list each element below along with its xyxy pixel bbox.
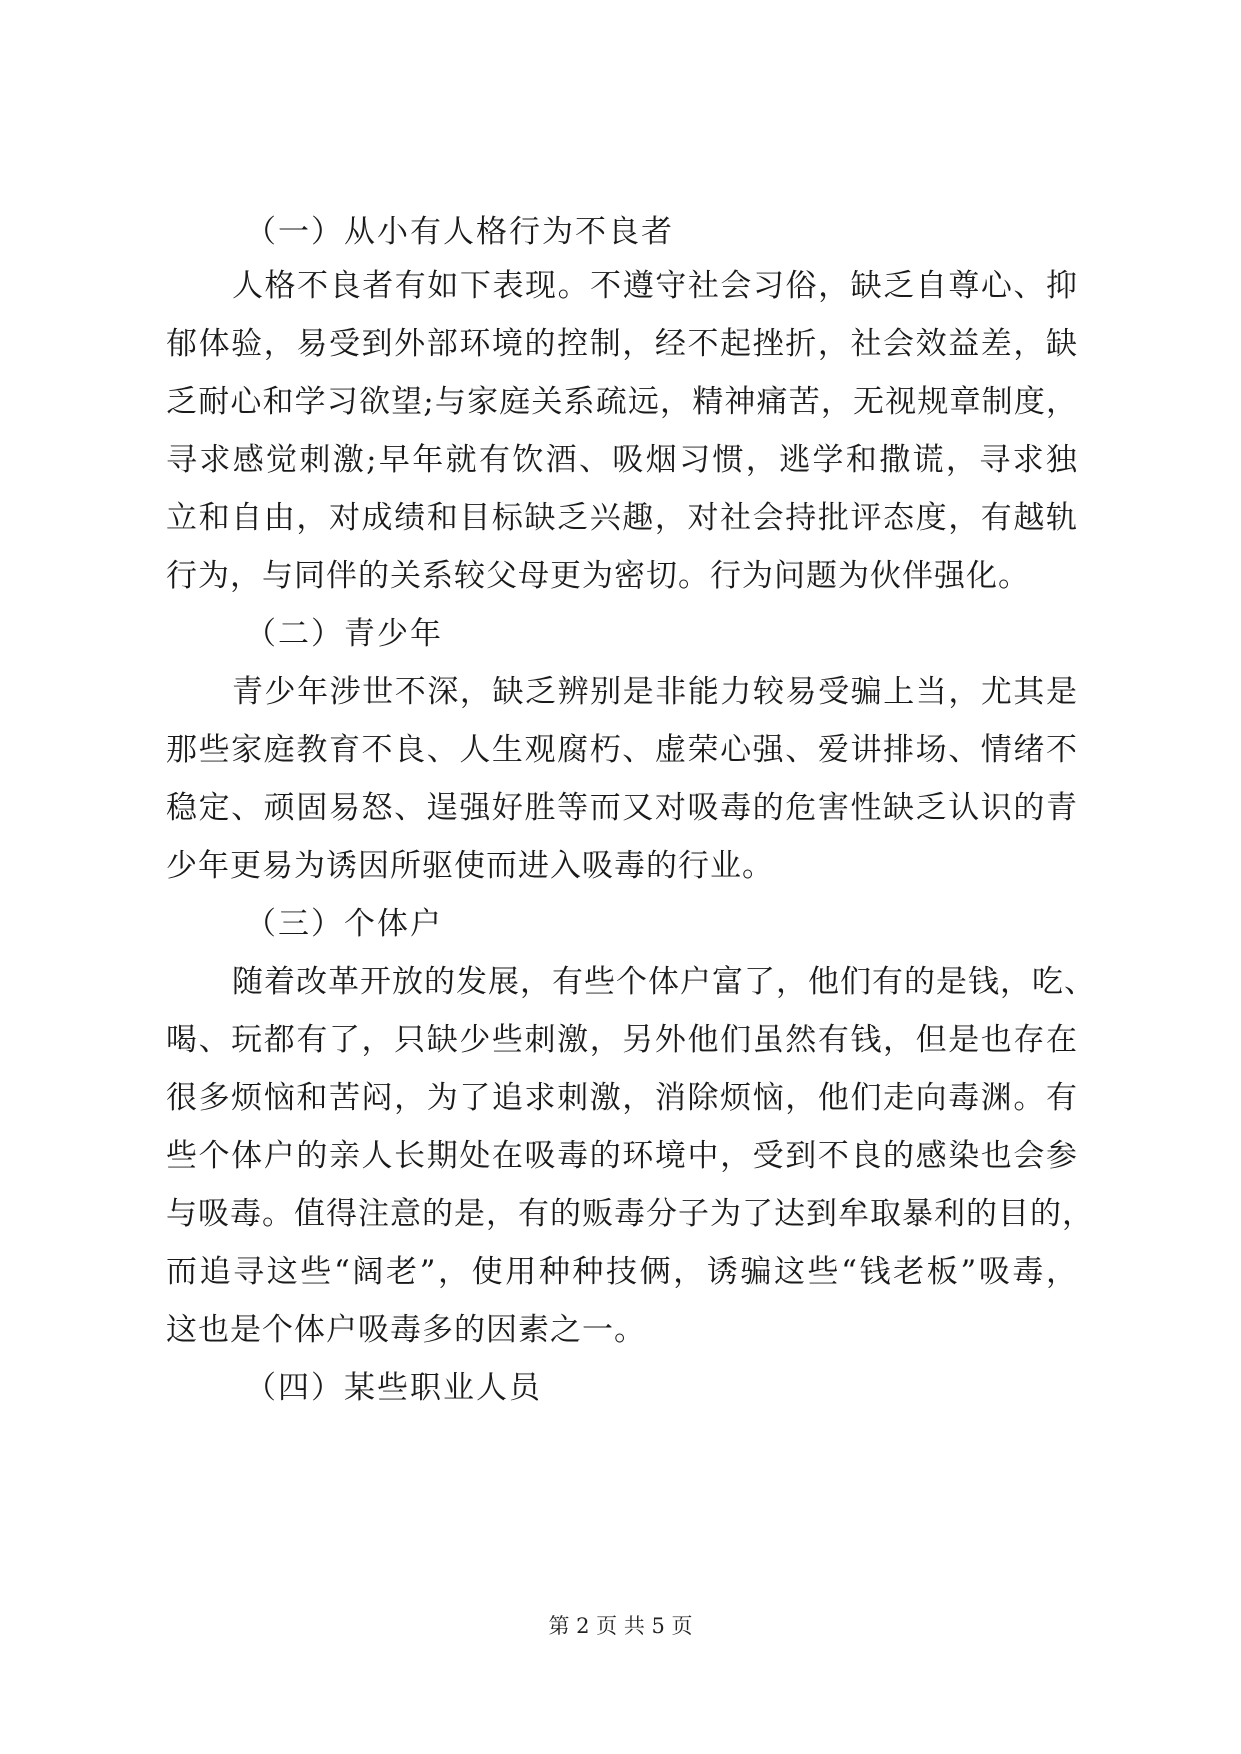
paragraph-line: 行为，与同伴的关系较父母更为密切。行为问题为伙伴强化。: [166, 558, 1030, 594]
paragraph-line: 少年更易为诱因所驱使而进入吸毒的行业。: [166, 848, 774, 884]
paragraph-line: 喝、玩都有了，只缺少些刺激，另外他们虽然有钱，但是也存在: [166, 1022, 1078, 1058]
paragraph-line: 寻求感觉刺激;早年就有饮酒、吸烟习惯，逃学和撒谎，寻求独: [166, 442, 1078, 478]
paragraph-line: 青少年涉世不深，缺乏辨别是非能力较易受骗上当，尤其是: [232, 674, 1078, 710]
paragraph-line: 乏耐心和学习欲望;与家庭关系疏远，精神痛苦，无视规章制度，: [166, 384, 1078, 420]
section-heading-1: （一）从小有人格行为不良者: [245, 214, 674, 250]
paragraph-line: 很多烦恼和苦闷，为了追求刺激，消除烦恼，他们走向毒渊。有: [166, 1080, 1078, 1116]
section-heading-4: （四）某些职业人员: [245, 1370, 542, 1406]
paragraph-line: 郁体验，易受到外部环境的控制，经不起挫折，社会效益差，缺: [166, 326, 1078, 362]
paragraph-line: 与吸毒。值得注意的是，有的贩毒分子为了达到牟取暴利的目的，: [166, 1196, 1094, 1232]
section-heading-2: （二）青少年: [245, 616, 443, 652]
paragraph-line: 这也是个体户吸毒多的因素之一。: [166, 1312, 646, 1348]
paragraph-line: 那些家庭教育不良、人生观腐朽、虚荣心强、爱讲排场、情绪不: [166, 732, 1078, 768]
page-number-footer: 第 2 页 共 5 页: [548, 1614, 693, 1638]
paragraph-line: 稳定、顽固易怒、逞强好胜等而又对吸毒的危害性缺乏认识的青: [166, 790, 1078, 826]
section-heading-3: （三）个体户: [245, 906, 443, 942]
paragraph-line: 随着改革开放的发展，有些个体户富了，他们有的是钱，吃、: [232, 964, 1096, 1000]
paragraph-line: 立和自由，对成绩和目标缺乏兴趣，对社会持批评态度，有越轨: [166, 500, 1078, 536]
paragraph-line: 人格不良者有如下表现。不遵守社会习俗，缺乏自尊心、抑: [232, 268, 1078, 304]
paragraph-line: 些个体户的亲人长期处在吸毒的环境中，受到不良的感染也会参: [166, 1138, 1078, 1174]
paragraph-line: 而追寻这些“阔老”，使用种种技俩，诱骗这些“钱老板”吸毒，: [166, 1254, 1078, 1290]
